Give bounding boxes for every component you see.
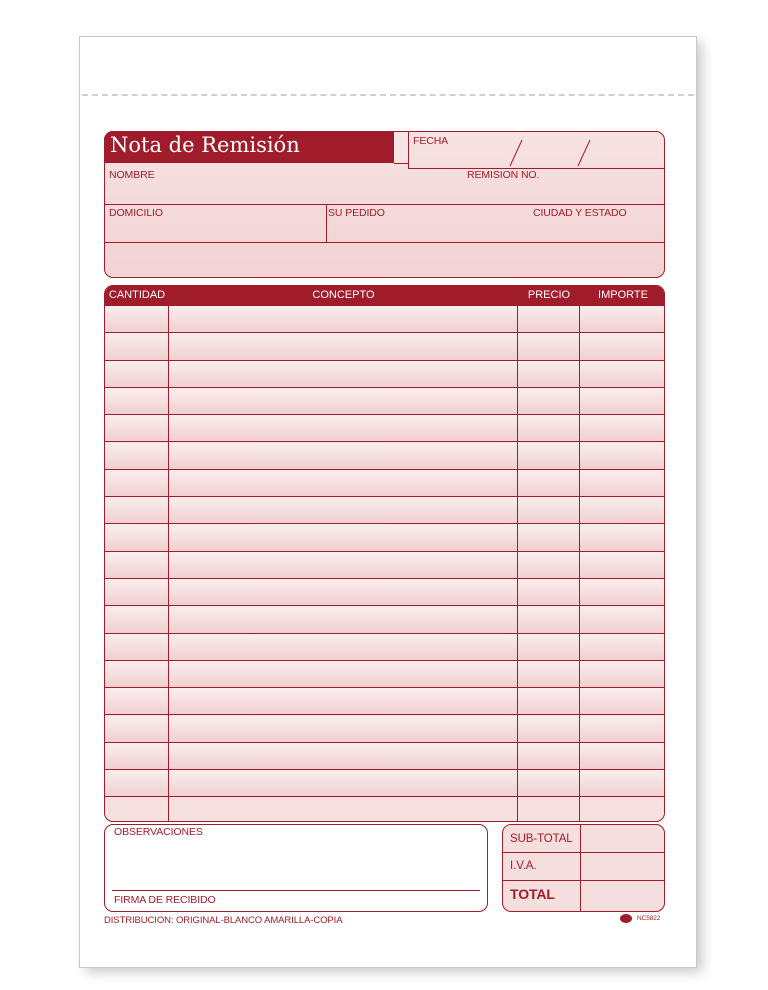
ciudad-label: CIUDAD Y ESTADO bbox=[533, 207, 627, 219]
header-concepto: CONCEPTO bbox=[312, 289, 375, 301]
su-pedido-label: SU PEDIDO bbox=[328, 207, 385, 219]
iva-label: I.V.A. bbox=[510, 860, 537, 872]
remision-label: REMISION NO. bbox=[467, 169, 540, 181]
nombre-label: NOMBRE bbox=[109, 169, 155, 181]
header-cantidad: CANTIDAD bbox=[108, 289, 166, 301]
fecha-label: FECHA bbox=[413, 135, 449, 147]
observaciones-label: OBSERVACIONES bbox=[114, 826, 203, 838]
form-title: Nota de Remisión bbox=[110, 133, 300, 157]
table-row bbox=[105, 552, 664, 579]
table-row bbox=[105, 606, 664, 633]
subtotal-label: SUB-TOTAL bbox=[510, 833, 573, 845]
table-row bbox=[105, 361, 664, 388]
items-table bbox=[104, 285, 665, 822]
table-row bbox=[105, 579, 664, 606]
domicilio-label: DOMICILIO bbox=[109, 207, 163, 219]
form-code: NC5822 bbox=[637, 915, 661, 922]
table-row bbox=[105, 306, 664, 333]
brand-logo-icon bbox=[620, 914, 632, 923]
table-row bbox=[105, 415, 664, 442]
table-header bbox=[105, 286, 664, 306]
distribucion-text: DISTRIBUCION: ORIGINAL-BLANCO AMARILLA-COPIA bbox=[104, 915, 343, 926]
table-row bbox=[105, 524, 664, 551]
fecha-slashes bbox=[500, 138, 600, 170]
table-row bbox=[105, 443, 664, 470]
table-row bbox=[105, 661, 664, 688]
table-row bbox=[105, 333, 664, 360]
table-row bbox=[105, 743, 664, 770]
table-row bbox=[105, 688, 664, 715]
table-row bbox=[105, 634, 664, 661]
perforation-line bbox=[82, 94, 694, 96]
table-row bbox=[105, 470, 664, 497]
table-row bbox=[105, 388, 664, 415]
header-precio: PRECIO bbox=[527, 289, 571, 301]
firma-label: FIRMA DE RECIBIDO bbox=[114, 894, 216, 906]
table-row bbox=[105, 497, 664, 524]
table-row bbox=[105, 770, 664, 797]
table-row bbox=[105, 716, 664, 743]
header-importe: IMPORTE bbox=[598, 289, 648, 301]
total-label: TOTAL bbox=[510, 886, 555, 902]
